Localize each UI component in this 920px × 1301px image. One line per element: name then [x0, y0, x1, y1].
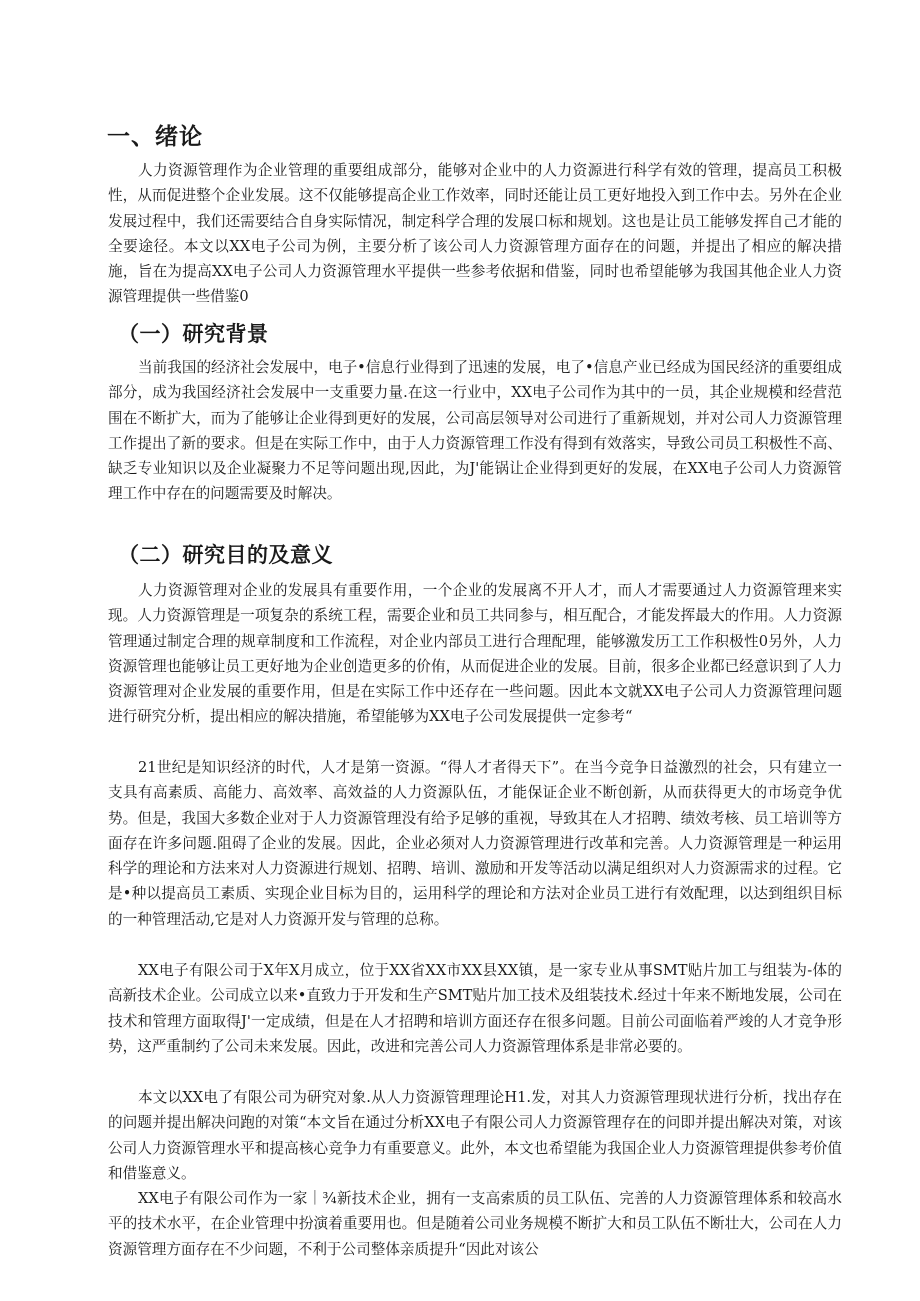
- section-heading-introduction: 一、绪论: [107, 124, 203, 150]
- paragraph-purpose-5: XX电子有限公司作为一家｜¾新技术企业，拥有一支高索质的员工队伍、完善的人力资源管理体系和较高水平的技术水平，在企业管理中扮演着重要用也。但是随着公司业务规模不断扩大和员工队伍不断壮大，公司在人力资源管理方面存在不少问题，不利于公司整体亲质提升“因此对该公: [108, 1190, 842, 1258]
- paragraph-introduction: 人力资源管理作为企业管理的重要组成部分，能够对企业中的人力资源进行科学有效的管理，提高员工积极性，从而促进整个企业发展。这不仅能够提高企业工作效率，同时还能让员工更好地投入到工作中去。另外在企业发展过程中，我们还需要结合自身实际情况，制定科学合理的发展口标和规划。这也是让员工能够发挥自己才能的全要途径。本文以XX电子公司为例，主要分析了该公司人力资源管理方面存在的问题，并提出了相应的解决措施，旨在为提高XX电子公司人力资源管理水平提供一些参考依据和借鉴，同时也希望能够为我国其他企业人力资源管理提供一些借鉴0: [108, 162, 842, 306]
- section-heading-background: （一）研究背景: [118, 322, 269, 346]
- paragraph-purpose-3: XX电子有限公司于X年X月成立，位于XX省XX市XX县XX镇，是一家专业从事SMT贴片加工与组装为-体的高新技术企业。公司成立以来•直致力于开发和生产SMT贴片加工技术及组装技术.经过十年来不断地发展，公司在技术和管理方面取得J'一定成绩，但是在人才招聘和培训方面还存在很多问题。目前公司面临着严竣的人才竞争形势，这严重制约了公司未来发展。因此，改进和完善公司人力资源管理体系是非常必要的。: [108, 962, 842, 1055]
- paragraph-purpose-1: 人力资源管理对企业的发展具有重要作用，一个企业的发展离不开人才，而人才需要通过人力资源管理来实现。人力资源管理是一项复杂的系统工程，需要企业和员工共同参与，相互配合，才能发挥最大的作用。人力资源管理通过制定合理的规章制度和工作流程，对企业内部员工进行合理配理，能够激发历工工作积极性0另外，人力资源管理也能够让员工更好地为企业创造更多的价侑，从而促进企业的发展。目前，很多企业都已经意识到了人力资源管理对企业发展的重要作用，但是在实际工作中还存在一些问题。因此本文就XX电子公司人力资源管理问题进行研究分析，提出相应的解决措施，希望能够为XX电子公司发展提供一定参考“: [108, 582, 842, 726]
- paragraph-purpose-2: 21世纪是知识经济的时代，人才是第一资源。“得人才者得天下”。在当今竞争日益激烈的社会，只有建立一支具有高素质、高能力、高效率、高效益的人力资源队伍，才能保证企业不断创新，从而获得更大的市场竞争优势。但是，我国大多数企业对于人力资源管理没有给予足够的重视，导致其在人才招聘、绩效考核、员工培训等方面存在许多问题.阻碍了企业的发展。因此，企业必须对人力资源管理进行改革和完善。人力资源管理是一种运用科学的理论和方法来对人力资源进行规划、招聘、培训、激励和开发等活动以满足组织对人力资源需求的过程。它是•种以提高员工素质、实现企业目标为目的，运用科学的理论和方法对企业员工进行有效配理，以达到组织目标的一种管理活动,它是对人力资源开发与管理的总称。: [108, 759, 842, 928]
- section-heading-purpose: （二）研究目的及意义: [118, 543, 333, 567]
- paragraph-purpose-4: 本文以XX电了有限公司为研究对象.从人力资源管理理论H1.发，对其人力资源管理现状进行分析，找出存在的问题并提出解决问跑的对策“本文旨在通过分析XX电子有限公司人力资源管理存在的问即并提出解决对策，对该公司人力资源管理水平和提高核心竞争力有重要意义。此外，本文也希望能为我国企业人力资源管理提供参考价值和借鉴意义。: [108, 1089, 842, 1182]
- paragraph-background: 当前我国的经济社会发展中，电子•信息行业得到了迅速的发展，电了•信息产业已经成为国民经济的重要组成部分，成为我国经济社会发展中一支重要力量.在这一行业中，XX电子公司作为其中的一员，其企业规模和经营范围在不断扩大，而为了能够让企业得到更好的发展，公司高层领导对公司进行了重新规划，并对公司人力资源管理工作提出了新的要求。但是在实际工作中，由于人力资源管理工作没有得到有效落实，导致公司员工积极性不高、缺乏专业知识以及企业凝聚力不足等问题出现,因此，为J'能锅让企业得到更好的发展，在XX电子公司人力资源管理工作中存在的问题需要及时解决。: [108, 359, 842, 503]
